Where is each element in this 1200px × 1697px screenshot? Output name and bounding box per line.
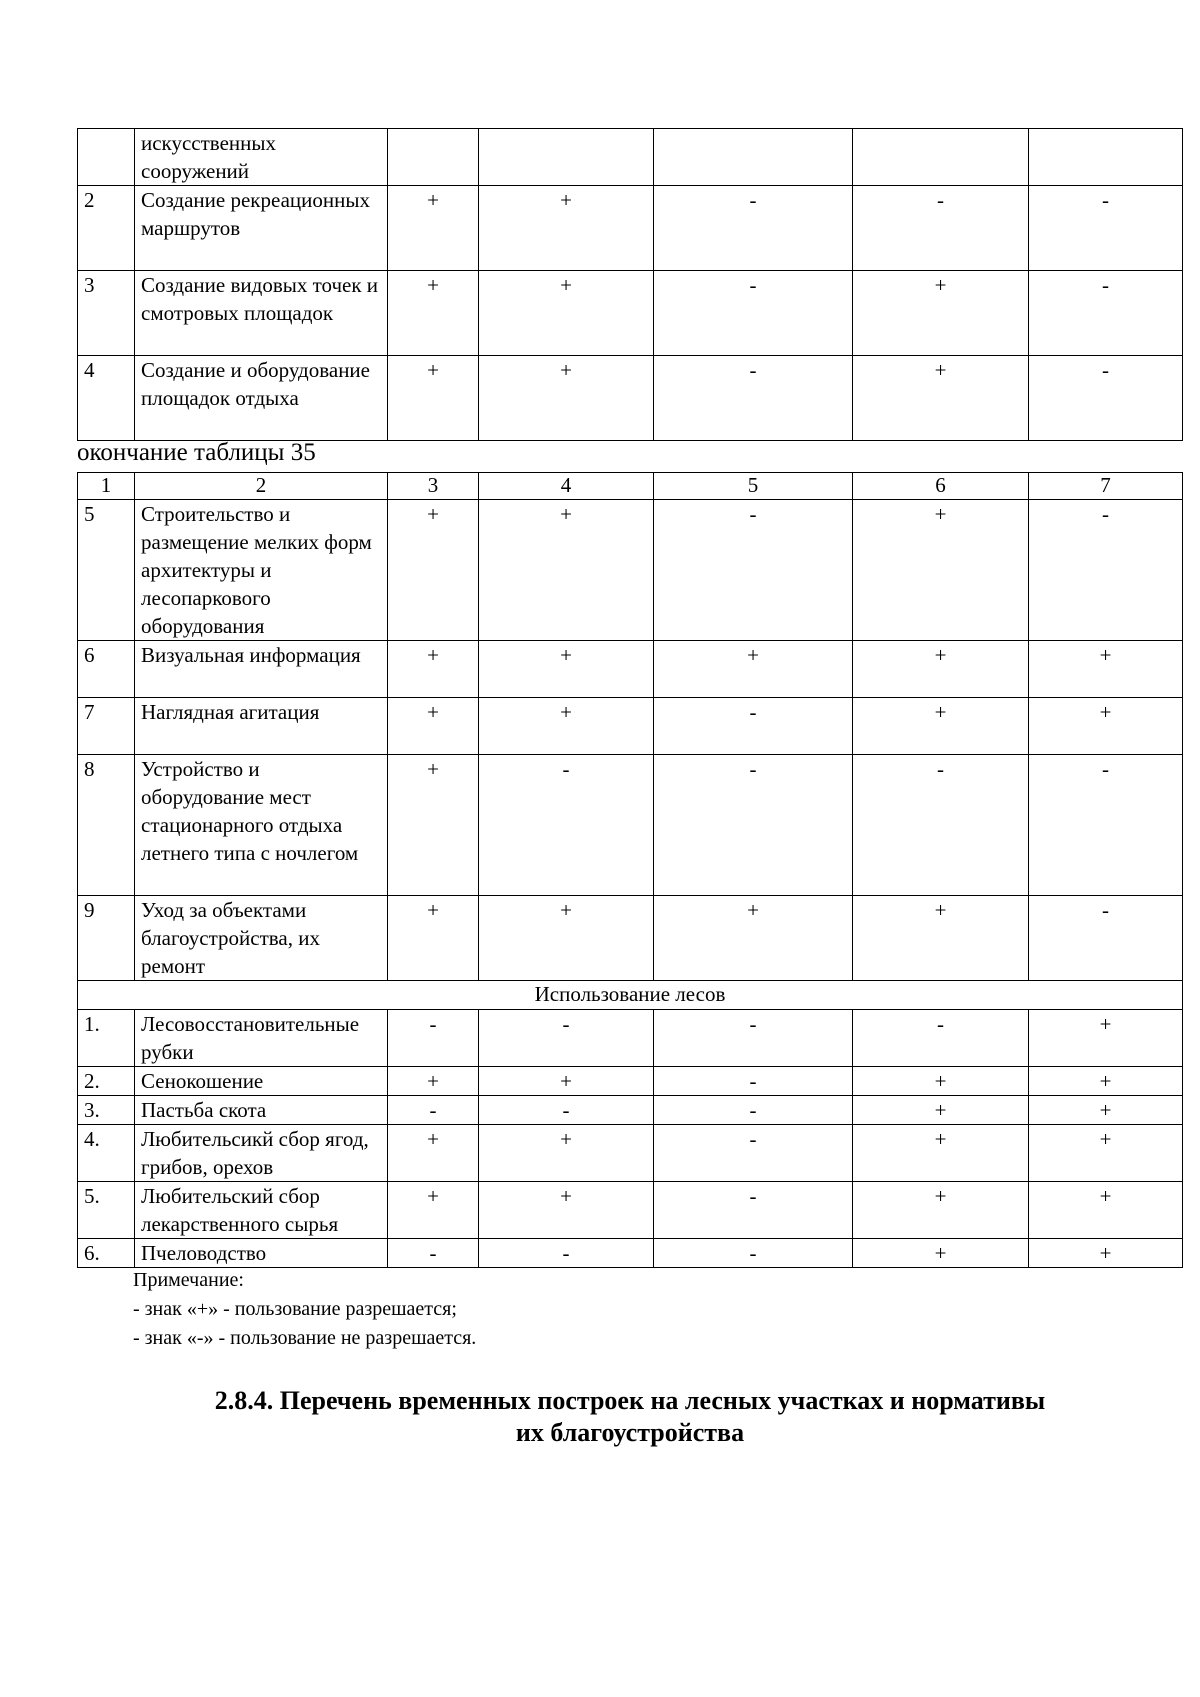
activity-name: Любительский сбор лекарственного сырья	[135, 1182, 388, 1239]
table-row	[78, 129, 1183, 186]
mark-cell: +	[479, 186, 654, 271]
row-number: 3	[78, 271, 135, 356]
table-row	[78, 641, 1183, 698]
activity-name: Пастьба скота	[135, 1096, 388, 1125]
mark-cell: +	[1029, 1067, 1183, 1096]
mark-cell	[479, 129, 654, 186]
section-row	[78, 981, 1183, 1010]
mark-cell	[654, 129, 853, 186]
row-number: 6	[78, 641, 135, 698]
table-row	[78, 271, 1183, 356]
mark-cell: -	[654, 1125, 853, 1182]
mark-cell	[853, 129, 1029, 186]
row-number: 9	[78, 896, 135, 981]
mark-cell: +	[388, 641, 479, 698]
mark-cell: +	[479, 1125, 654, 1182]
note-minus-sign: - знак «-» - пользование не разрешается.	[133, 1327, 477, 1349]
mark-cell: -	[479, 755, 654, 896]
column-header: 7	[1029, 473, 1183, 500]
table-row	[78, 896, 1183, 981]
mark-cell: -	[654, 356, 853, 441]
row-number: 4.	[78, 1125, 135, 1182]
mark-cell: -	[479, 1239, 654, 1268]
activity-name: Создание рекреационных маршрутов	[135, 186, 388, 271]
mark-cell: +	[1029, 1239, 1183, 1268]
mark-cell: -	[853, 1010, 1029, 1067]
table-row	[78, 1239, 1183, 1268]
table-row	[78, 1010, 1183, 1067]
mark-cell: -	[388, 1010, 479, 1067]
note-plus-sign: - знак «+» - пользование разрешается;	[133, 1298, 457, 1320]
mark-cell: +	[853, 500, 1029, 641]
mark-cell: -	[479, 1096, 654, 1125]
mark-cell: -	[1029, 356, 1183, 441]
mark-cell: +	[853, 1239, 1029, 1268]
table-row	[78, 1182, 1183, 1239]
mark-cell: -	[1029, 186, 1183, 271]
mark-cell: -	[853, 186, 1029, 271]
mark-cell: +	[388, 896, 479, 981]
mark-cell: +	[388, 186, 479, 271]
mark-cell: -	[853, 755, 1029, 896]
mark-cell: -	[654, 1239, 853, 1268]
mark-cell: +	[1029, 1010, 1183, 1067]
mark-cell: +	[853, 1067, 1029, 1096]
mark-cell: +	[1029, 1182, 1183, 1239]
mark-cell	[388, 129, 479, 186]
mark-cell: +	[479, 500, 654, 641]
table-continuation-label: окончание таблицы 35	[77, 439, 316, 466]
row-number: 6.	[78, 1239, 135, 1268]
column-header: 4	[479, 473, 654, 500]
table-notes	[133, 1266, 476, 1353]
mark-cell: -	[1029, 755, 1183, 896]
row-number: 5	[78, 500, 135, 641]
mark-cell: +	[853, 1182, 1029, 1239]
notes-title: Примечание:	[133, 1269, 244, 1291]
row-number: 1.	[78, 1010, 135, 1067]
mark-cell: -	[654, 500, 853, 641]
mark-cell: -	[654, 1067, 853, 1096]
section-heading	[0, 1385, 1200, 1449]
mark-cell: +	[853, 896, 1029, 981]
mark-cell: +	[388, 1182, 479, 1239]
mark-cell: +	[388, 356, 479, 441]
column-header: 5	[654, 473, 853, 500]
activity-name: Лесовосстановительные рубки	[135, 1010, 388, 1067]
mark-cell: -	[1029, 271, 1183, 356]
mark-cell: +	[388, 755, 479, 896]
mark-cell: +	[654, 896, 853, 981]
mark-cell: -	[654, 1096, 853, 1125]
mark-cell: +	[1029, 1125, 1183, 1182]
row-number: 4	[78, 356, 135, 441]
mark-cell: +	[479, 698, 654, 755]
mark-cell	[1029, 129, 1183, 186]
table-row	[78, 755, 1183, 896]
table-row	[78, 1067, 1183, 1096]
activity-name: Устройство и оборудование мест стационарного отдыха летнего типа с ночлегом	[135, 755, 388, 896]
column-header: 3	[388, 473, 479, 500]
mark-cell: +	[479, 896, 654, 981]
mark-cell: -	[388, 1096, 479, 1125]
table-row	[78, 1125, 1183, 1182]
mark-cell: +	[853, 641, 1029, 698]
mark-cell: +	[1029, 698, 1183, 755]
activity-name: Визуальная информация	[135, 641, 388, 698]
mark-cell: +	[853, 271, 1029, 356]
table-row	[78, 500, 1183, 641]
mark-cell: +	[479, 1182, 654, 1239]
activity-name: Сенокошение	[135, 1067, 388, 1096]
row-number	[78, 129, 135, 186]
row-number: 7	[78, 698, 135, 755]
mark-cell: +	[853, 1125, 1029, 1182]
activity-name: Наглядная агитация	[135, 698, 388, 755]
mark-cell: -	[654, 1010, 853, 1067]
mark-cell: +	[1029, 1096, 1183, 1125]
mark-cell: -	[1029, 500, 1183, 641]
mark-cell: -	[654, 186, 853, 271]
table-row	[78, 698, 1183, 755]
activity-name: искусственных сооружений	[135, 129, 388, 186]
activity-name: Создание видовых точек и смотровых площадок	[135, 271, 388, 356]
column-header: 2	[135, 473, 388, 500]
mark-cell: +	[479, 271, 654, 356]
table-row	[78, 186, 1183, 271]
mark-cell: +	[388, 1067, 479, 1096]
activity-name: Строительство и размещение мелких форм архитектуры и лесопаркового оборудования	[135, 500, 388, 641]
mark-cell: +	[853, 698, 1029, 755]
mark-cell: -	[654, 698, 853, 755]
activity-name: Создание и оборудование площадок отдыха	[135, 356, 388, 441]
mark-cell: -	[654, 271, 853, 356]
column-header: 1	[78, 473, 135, 500]
mark-cell: +	[654, 641, 853, 698]
activity-name: Любительсикй сбор ягод, грибов, орехов	[135, 1125, 388, 1182]
column-header: 6	[853, 473, 1029, 500]
mark-cell: +	[388, 1125, 479, 1182]
mark-cell: +	[1029, 641, 1183, 698]
mark-cell: -	[479, 1010, 654, 1067]
activity-name: Уход за объектами благоустройства, их ремонт	[135, 896, 388, 981]
table-35-bottom	[77, 472, 1183, 1268]
table-header-row	[78, 473, 1183, 500]
mark-cell: +	[479, 641, 654, 698]
mark-cell: +	[388, 500, 479, 641]
mark-cell: +	[853, 356, 1029, 441]
section-title: Использование лесов	[78, 981, 1183, 1010]
mark-cell: +	[479, 1067, 654, 1096]
mark-cell: +	[388, 271, 479, 356]
mark-cell: -	[1029, 896, 1183, 981]
row-number: 2	[78, 186, 135, 271]
table-row	[78, 356, 1183, 441]
section-heading-line-2: их благоустройства	[515, 1418, 745, 1447]
mark-cell: +	[479, 356, 654, 441]
row-number: 3.	[78, 1096, 135, 1125]
mark-cell: -	[388, 1239, 479, 1268]
activity-name: Пчеловодство	[135, 1239, 388, 1268]
section-heading-line-1: 2.8.4. Перечень временных построек на лесных участках и нормативы	[214, 1386, 1046, 1415]
row-number: 2.	[78, 1067, 135, 1096]
row-number: 8	[78, 755, 135, 896]
table-35-top	[77, 128, 1183, 441]
mark-cell: +	[388, 698, 479, 755]
row-number: 5.	[78, 1182, 135, 1239]
mark-cell: -	[654, 1182, 853, 1239]
mark-cell: +	[853, 1096, 1029, 1125]
table-row	[78, 1096, 1183, 1125]
mark-cell: -	[654, 755, 853, 896]
